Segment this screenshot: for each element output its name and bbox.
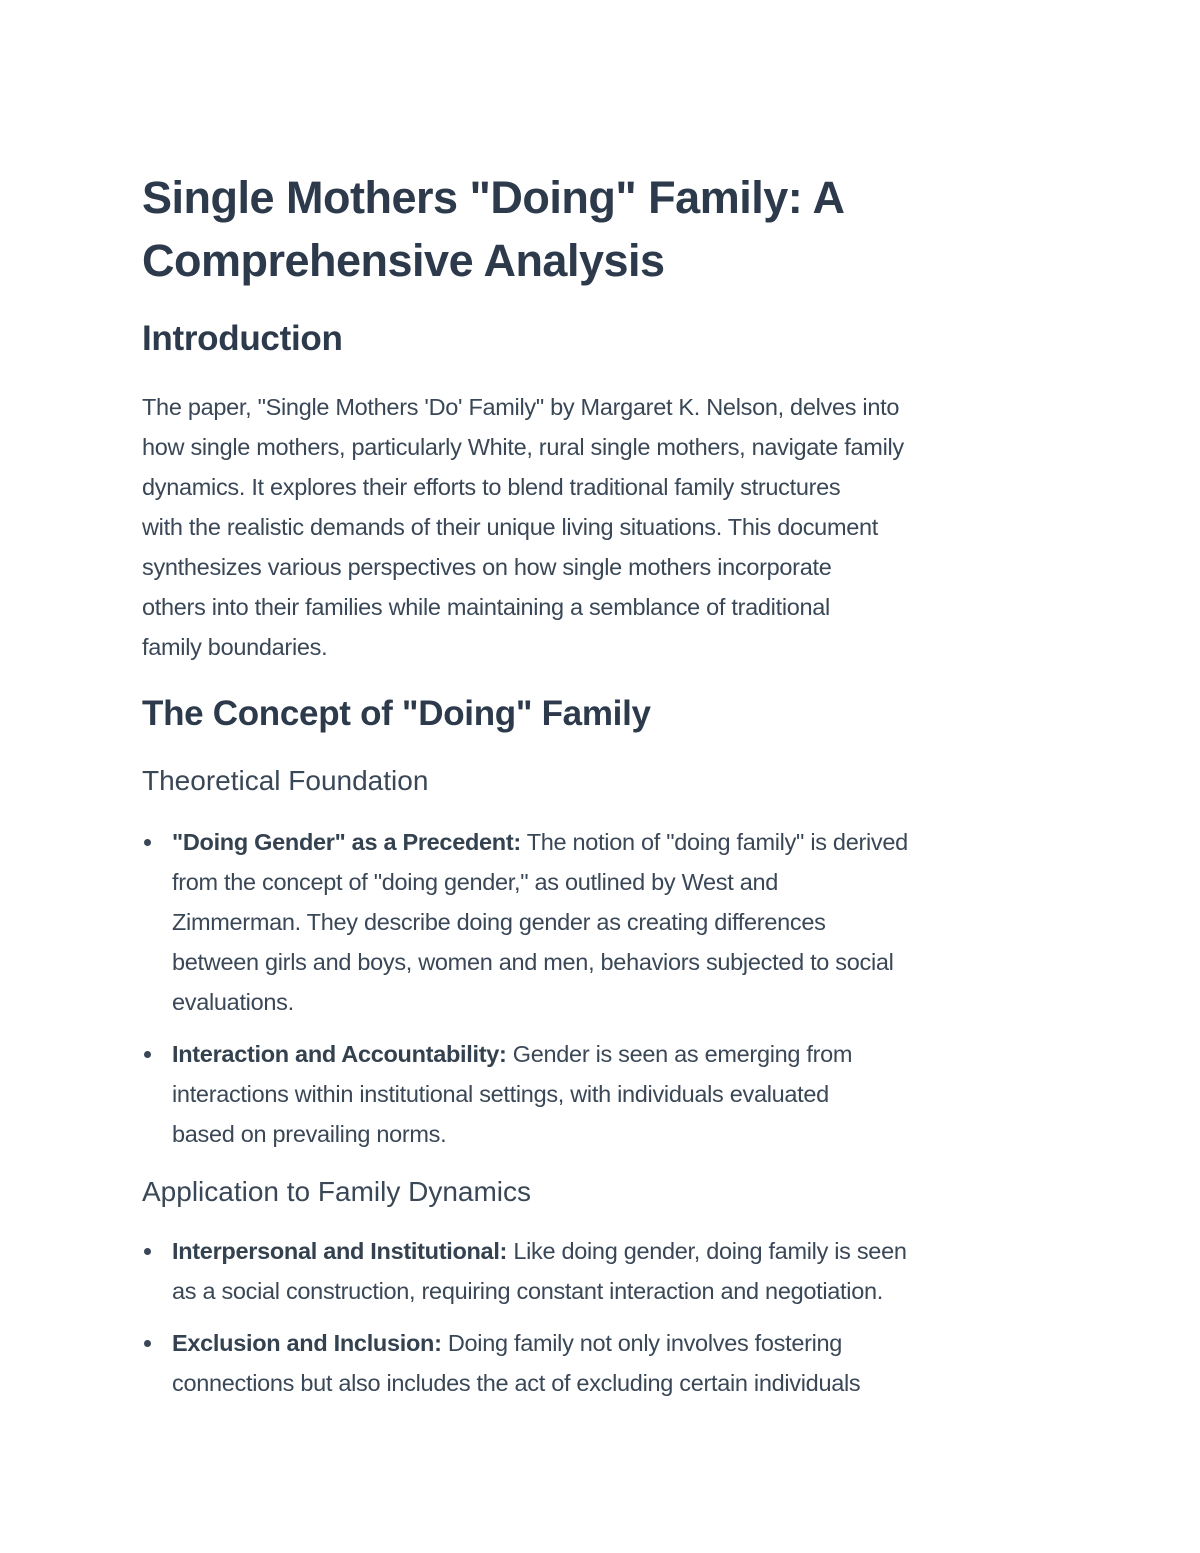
list-item-text: Like doing gender, doing family is seen (507, 1238, 907, 1264)
paragraph-line: family boundaries. (142, 634, 328, 660)
list-item-text: Gender is seen as emerging from (506, 1041, 853, 1067)
list-item-text: connections but also includes the act of excluding certain individuals (172, 1370, 861, 1396)
introduction-paragraph (142, 387, 1072, 667)
paragraph-line: others into their families while maintaining a semblance of traditional (142, 594, 830, 620)
bullet-icon (144, 1051, 151, 1058)
list-item-text: Doing family not only involves fostering (441, 1330, 843, 1356)
section-heading-introduction: Introduction (142, 319, 343, 358)
theoretical-foundation-list (142, 822, 1072, 1166)
list-item-term: Interaction and Accountability: (172, 1041, 507, 1067)
paragraph-line: The paper, "Single Mothers 'Do' Family" by Margaret K. Nelson, delves into (142, 394, 900, 420)
list-item-text: from the concept of "doing gender," as outlined by West and (172, 869, 779, 895)
paragraph-line: dynamics. It explores their efforts to blend traditional family structures (142, 474, 841, 500)
title-line: Comprehensive Analysis (142, 235, 665, 286)
list-item (142, 1231, 1072, 1311)
list-item-text: between girls and boys, women and men, behaviors subjected to social (172, 949, 894, 975)
subsection-heading-theoretical-foundation: Theoretical Foundation (142, 765, 429, 796)
list-item-text: interactions within institutional settings, with individuals evaluated (172, 1081, 829, 1107)
title-line: Single Mothers "Doing" Family: A (142, 172, 845, 223)
list-item (142, 1034, 1072, 1154)
subsection-heading-application-to-family-dynamics: Application to Family Dynamics (142, 1176, 532, 1207)
list-item-text: evaluations. (172, 989, 294, 1015)
document-title (142, 166, 1042, 292)
paragraph-line: synthesizes various perspectives on how single mothers incorporate (142, 554, 832, 580)
bullet-icon (144, 1248, 151, 1255)
list-item-term: Interpersonal and Institutional: (172, 1238, 508, 1264)
list-item-text: The notion of "doing family" is derived (520, 829, 908, 855)
bullet-icon (144, 839, 151, 846)
application-list (142, 1231, 1072, 1415)
list-item (142, 1323, 1072, 1403)
paragraph-line: how single mothers, particularly White, rural single mothers, navigate family (142, 434, 904, 460)
list-item-text: based on prevailing norms. (172, 1121, 447, 1147)
list-item (142, 822, 1072, 1022)
list-item-term: "Doing Gender" as a Precedent: (172, 829, 521, 855)
paragraph-line: with the realistic demands of their unique living situations. This document (142, 514, 878, 540)
bullet-icon (144, 1340, 151, 1347)
list-item-term: Exclusion and Inclusion: (172, 1330, 442, 1356)
section-heading-concept-of-doing-family: The Concept of "Doing" Family (142, 694, 651, 733)
list-item-text: Zimmerman. They describe doing gender as creating differences (172, 909, 826, 935)
list-item-text: as a social construction, requiring constant interaction and negotiation. (172, 1278, 883, 1304)
